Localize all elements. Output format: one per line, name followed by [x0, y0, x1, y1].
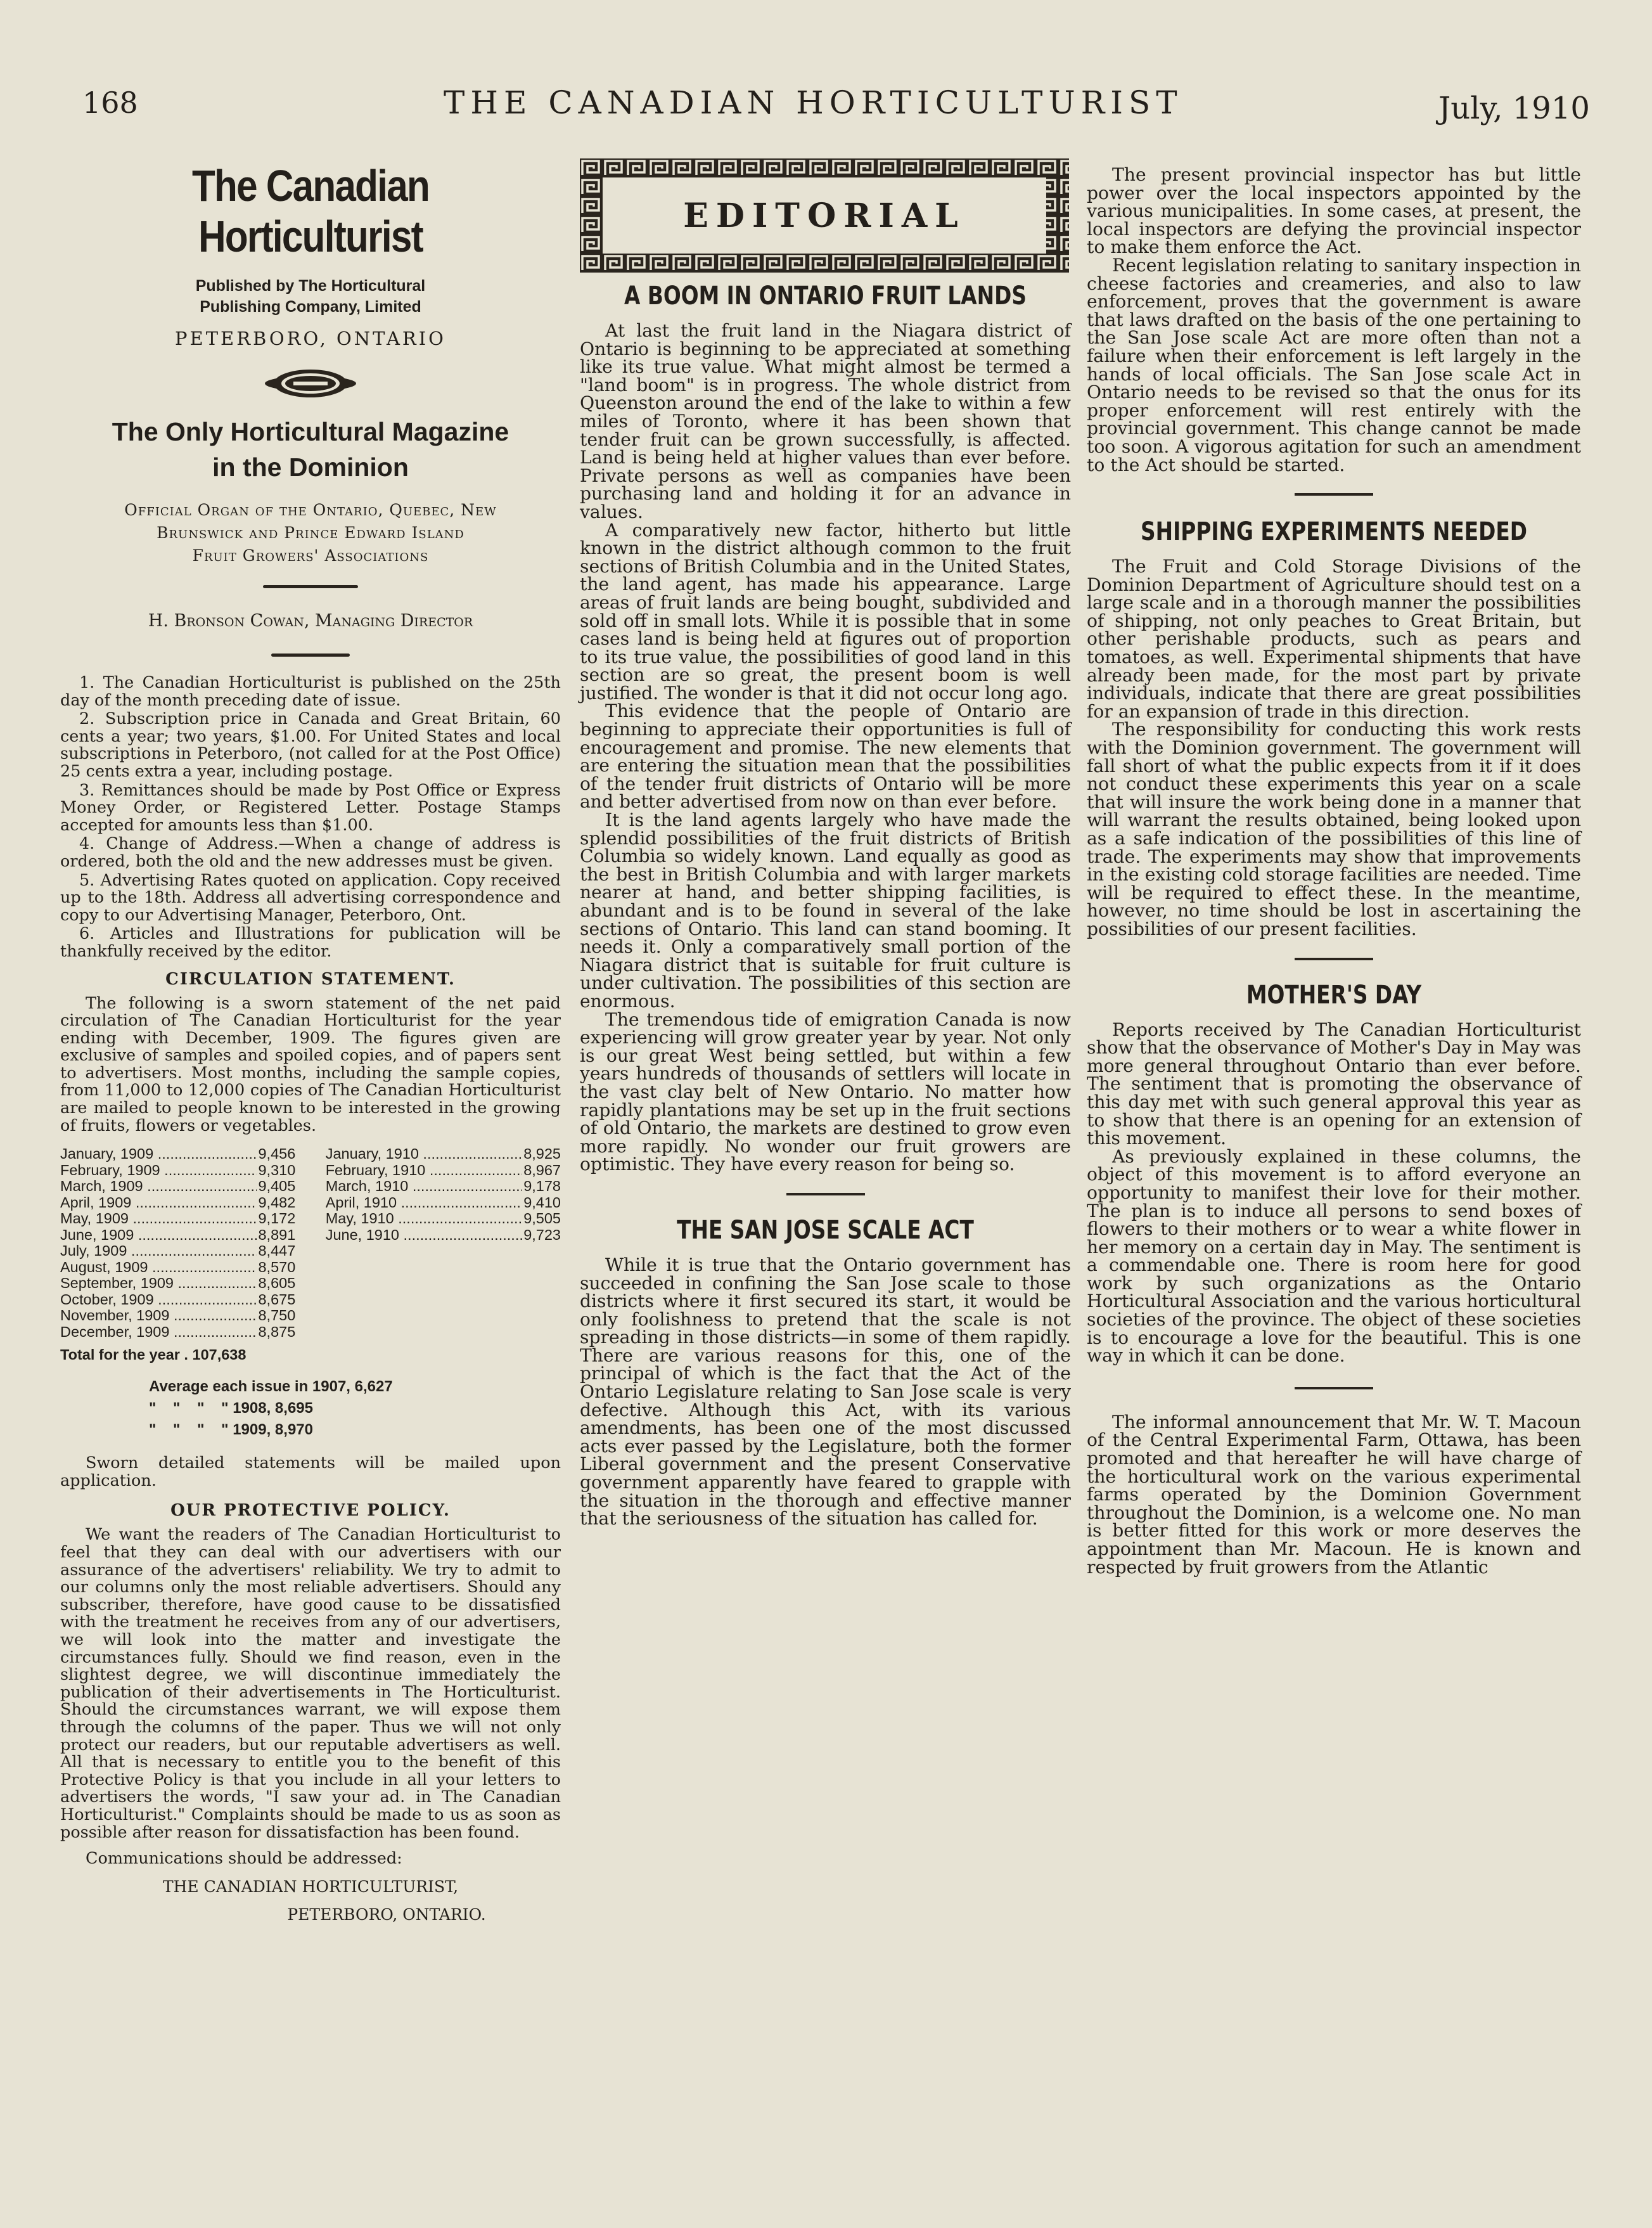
table-row — [60, 1259, 295, 1276]
month-value: 9,310 — [258, 1161, 296, 1178]
paragraph: This evidence that the people of Ontario are beginning to appreciate their opportunities is full of encouragement and promise. The new elements that are entering the situation mean that the possibilities of the tender fruit districts of Ontario will be more and better advertised from now on than ever before. — [580, 700, 1071, 813]
third-column — [1087, 166, 1581, 1576]
month-value: 8,925 — [523, 1145, 561, 1162]
policy-text: We want the readers of The Canadian Horticulturist to feel that they can deal with our advertisers with our assurance of the advertisers' reliability. We try to admit to our columns only the most reliable advertisers. Should any subscriber, therefore, have good cause to be dissatisfied with the treatment he receives from any of our advertisers, we will look into the matter and investigate the circumstances fully. Should we find reason, even in the slightest degree, we will discontinue immediately the publication of their advertisements in The Horticulturist. Should the circumstances warrant, we will expose them through the columns of the paper. Thus we will not only protect our readers, but our reputable advertisers as well. All that is necessary to entitle you to the benefit of this Protective Policy is that you include in all your letters to advertisers the words, "I saw your ad. in The Canadian Horticulturist." Complaints should be made to us as soon as possible after reason for dissatisfaction has been found. — [60, 1525, 561, 1842]
running-head — [0, 79, 1652, 136]
table-row — [326, 1178, 561, 1195]
paragraph: A comparatively new factor, hitherto but little known in the district although common to the fruit sections of British Columbia and in the United States, the land agent, has made his appearance. Large areas of fruit lands are being bought, subdivided and sold off in small lots. While it is possible that in some cases land is being held at figures out of proportion to its true value, the possibilities of good land in this section are so great, the present boom is well justified. The wonder is that it did not occur long ago. — [580, 519, 1071, 704]
notice-2: 2. Subscription price in Canada and Great Britain, 60 cents a year; two years, $1.00. For United States and local subscriptions in Peterboro, (not called for at the Post Office) 25 cents extra a year, including postage. — [60, 709, 561, 781]
divider — [786, 1193, 865, 1195]
month-label: January, 1909 ..... — [60, 1146, 257, 1162]
month-value: 8,570 — [258, 1258, 296, 1275]
paragraph: The responsibility for conducting this work rests with the Dominion government. The government will fall short of what the public expects from it if it does not conduct these experiments this year on a scale that will insure the work being done in a manner that will warrant the results obtained, being looked upon as a safe indication of the possibilities of this line of trade. The experiments may show that improvements in the existing cold storage facilities are needed. Time will be required to effect these. In the meantime, however, no time should be lost in ascertaining the possibilities of our present facilities. — [1087, 719, 1581, 939]
table-row — [326, 1162, 561, 1179]
tagline-line-2: in the Dominion — [212, 453, 409, 482]
notice-3: 3. Remittances should be made by Post Office or Express Money Order, or Registered Letter. Postage Stamps accepted for amounts less than $1.00. — [60, 780, 561, 835]
circulation-intro: The following is a sworn statement of the net paid circulation of The Canadian Horticulturist for the year ending with December, 1909. The figures given are exclusive of samples and spoiled copies, and of papers sent to advertisers. Most months, including the sample copies, from 11,000 to 12,000 copies of The Canadian Horticulturist are mailed to people known to be interested in the growing of fruits, flowers or vegetables. — [60, 993, 561, 1135]
article-boom — [580, 322, 1071, 1174]
article-shipping — [1087, 558, 1581, 938]
editorial-banner — [580, 158, 1069, 273]
circulation-table — [60, 1146, 561, 1340]
sworn-statement: Sworn detailed statements will be mailed upon application. — [60, 1453, 561, 1490]
divider — [1295, 493, 1373, 496]
table-row — [326, 1146, 561, 1162]
headline-boom: A BOOM IN ONTARIO FRUIT LANDS — [624, 281, 1027, 311]
month-value: 9,405 — [258, 1178, 296, 1195]
month-label: December, 1909 ..... — [60, 1324, 257, 1341]
month-value: 9,723 — [523, 1226, 561, 1243]
month-value: 8,675 — [258, 1291, 296, 1308]
notice-4: 4. Change of Address.—When a change of address is ordered, both the old and the new addresses must be given. — [60, 834, 561, 871]
month-label: July, 1909 ..... — [60, 1243, 257, 1259]
month-value: 9,410 — [523, 1194, 561, 1211]
paragraph: Reports received by The Canadian Horticulturist show that the observance of Mother's Day in May was more general throughout Ontario than ever before. The sentiment that is promoting the observance of this day met with such general approval this year as to show that there is an opening for an extension of this movement. — [1087, 1019, 1581, 1149]
table-row — [60, 1243, 295, 1259]
paragraph: Recent legislation relating to sanitary inspection in cheese factories and creameries, and also to law enforcement, proves that the government is aware that laws drafted on the basis of the one pertaining to the San Jose scale Act are more often than not a failure when their enforcement is left largely in the hands of local officials. The San Jose scale Act in Ontario needs to be revised so that the onus for its proper enforcement will rest entirely with the provincial government. This change cannot be made too soon. A vigorous agitation for such an amendment to the Act should be started. — [1087, 254, 1581, 475]
paragraph: The present provincial inspector has but little power over the local inspectors appointed by the various municipalities. In some cases, at present, the local inspectors are defying the provincial inspector to make them enforce the Act. — [1087, 164, 1581, 258]
article-san-jose — [580, 1256, 1071, 1528]
notices — [60, 674, 561, 961]
divider — [1295, 1387, 1373, 1389]
table-row — [60, 1162, 295, 1179]
organ-line-2: Brunswick and Prince Edward Island — [157, 524, 464, 542]
publisher-line-1: Published by The Horticultural — [195, 277, 426, 295]
policy-heading: OUR PROTECTIVE POLICY. — [170, 1501, 451, 1521]
average-1907: Average each issue in 1907, 6,627 — [149, 1378, 393, 1396]
notice-1: 1. The Canadian Horticulturist is published on the 25th day of the month preceding date of issue. — [60, 673, 561, 710]
circulation-1910 — [326, 1146, 561, 1340]
headline-san-jose: THE SAN JOSE SCALE ACT — [677, 1215, 974, 1245]
divider — [263, 585, 358, 588]
month-value: 8,605 — [258, 1275, 296, 1292]
month-label: March, 1910 ..... — [326, 1178, 522, 1195]
table-row — [326, 1227, 561, 1244]
masthead-title: The Canadian Horticulturist — [191, 161, 430, 261]
paragraph: It is the land agents largely who have made the splendid possibilities of the fruit districts of British Columbia so widely known. Land equally as good as the best in British Columbia and with larger markets nearer at hand, and better shipping facilities, is abundant and is to be found in several of the lake sections of Ontario. This land can stand booming. It needs it. Only a comparatively small portion of the Niagara district that is suitable for fruit culture is under cultivation. The possibilities of this section are enormous. — [580, 809, 1071, 1012]
mailing-address — [60, 1873, 561, 1929]
publisher-line-2: Publishing Company, Limited — [200, 298, 421, 316]
headline-shipping: SHIPPING EXPERIMENTS NEEDED — [1140, 517, 1527, 547]
month-value: 9,482 — [258, 1194, 296, 1211]
circulation-1909 — [60, 1146, 295, 1340]
table-row — [60, 1227, 295, 1244]
month-value: 9,505 — [523, 1210, 561, 1227]
month-label: June, 1909 ..... — [60, 1227, 257, 1244]
page-number: 168 — [82, 86, 138, 120]
article-mothers-day — [1087, 1021, 1581, 1365]
address-line-1: THE CANADIAN HORTICULTURIST, — [162, 1877, 459, 1896]
month-label: April, 1909 ..... — [60, 1195, 257, 1211]
average-1908: " " " " 1908, 8,695 — [149, 1400, 313, 1417]
table-row — [60, 1178, 295, 1195]
editorial-column — [580, 158, 1071, 1528]
month-label: October, 1909 ..... — [60, 1292, 257, 1308]
running-title: THE CANADIAN HORTICULTURIST — [444, 84, 1183, 121]
publication-place: PETERBORO, ONTARIO — [175, 328, 446, 349]
month-label: March, 1909 ..... — [60, 1178, 257, 1195]
month-value: 8,875 — [258, 1323, 296, 1340]
address-intro: Communications should be addressed: — [86, 1849, 402, 1869]
month-label: April, 1910 ..... — [326, 1195, 522, 1211]
issue-date: July, 1910 — [1438, 91, 1590, 126]
table-row — [60, 1308, 295, 1324]
month-label: May, 1909 ..... — [60, 1211, 257, 1227]
headline-mothers-day: MOTHER'S DAY — [1246, 980, 1422, 1010]
paragraph: While it is true that the Ontario government has succeeded in confining the San Jose scale to those districts where it first secured its start, it would be only foolishness to pretend that the scale is not spreading in those districts—in some of them rapidly. There are various reasons for this, one of the principal of which is the fact that the Act of the Ontario Legislature relating to San Jose scale is very defective. Although this Act, with its various amendments, has been one of the most discussed acts ever passed by the Legislature, both the former Liberal government and the present Conservative government apparently have feared to grapple with the situation in the thorough and effective manner that the seriousness of the situation has called for. — [580, 1254, 1071, 1529]
paragraph: The tremendous tide of emigration Canada is now experiencing will grow greater year by year. Not only is our great West being settled, but within a few years hundreds of thousands of settlers will locate in the vast clay belt of New Ontario. No matter how rapidly plantations may be set up in the fruit sections of old Ontario, the markets are destined to grow even more rapidly. No wonder our fruit growers are optimistic. They have every reason for being so. — [580, 1008, 1071, 1175]
average-1909: " " " " 1909, 8,970 — [149, 1421, 313, 1439]
article-macoun — [1087, 1413, 1581, 1576]
month-value: 8,891 — [258, 1226, 296, 1243]
table-row — [60, 1211, 295, 1227]
emblem-icon — [263, 366, 358, 401]
table-row — [60, 1292, 295, 1308]
circulation-heading: CIRCULATION STATEMENT. — [165, 969, 456, 989]
month-label: May, 1910 ..... — [326, 1211, 522, 1227]
address-line-2: PETERBORO, ONTARIO. — [287, 1905, 486, 1924]
month-label: June, 1910 ..... — [326, 1227, 522, 1244]
paragraph: The Fruit and Cold Storage Divisions of the Dominion Department of Agriculture should test on a large scale and in a thorough manner the possibilities of shipping, not only peaches to Great Britain, but other perishable products, such as pears and tomatoes, as well. Experimental shipments that have already been made, for the most part by private individuals, indicate that there are great possibilities for an expansion of trade in this direction. — [1087, 556, 1581, 722]
table-row — [60, 1146, 295, 1162]
month-label: February, 1909 ..... — [60, 1162, 257, 1179]
month-label: February, 1910 ..... — [326, 1162, 522, 1179]
month-label: November, 1909 ..... — [60, 1308, 257, 1324]
divider — [1295, 958, 1373, 960]
tagline-line-1: The Only Horticultural Magazine — [112, 417, 509, 446]
san-jose-continued — [1087, 166, 1581, 474]
paragraph: As previously explained in these columns, the object of this movement is to afford everyone an opportunity to manifest their love for their mother. The plan is to induce all persons to send boxes of flowers to their mothers or to wear a white flower in her memory on a certain day in May. The sentiment is a commendable one. There is room here for good work by such organizations as the Ontario Horticultural Association and the various horticultural societies of the province. The object of these societies is to encourage a love for the beautiful. This is one way in which it can be done. — [1087, 1145, 1581, 1367]
table-row — [60, 1275, 295, 1292]
managing-director: H. Bronson Cowan, Managing Director — [148, 611, 473, 631]
month-value: 9,456 — [258, 1145, 296, 1162]
month-label: August, 1909 ..... — [60, 1259, 257, 1276]
paragraph: The informal announcement that Mr. W. T. Macoun of the Central Experimental Farm, Ottawa, has been promoted and that hereafter he will have charge of the horticultural work on the various experimental farms operated by the Dominion Government throughout the Dominion, is a welcome one. No man is better fitted for this work or more deserves the appointment than Mr. Macoun. He is known and respected by fruit growers from the Atlantic — [1087, 1411, 1581, 1578]
table-row — [326, 1195, 561, 1211]
month-value: 9,172 — [258, 1210, 296, 1227]
table-row — [326, 1211, 561, 1227]
organ-line-1: Official Organ of the Ontario, Quebec, New — [124, 501, 497, 519]
organ-line-3: Fruit Growers' Associations — [192, 546, 429, 565]
month-value: 9,178 — [523, 1178, 561, 1195]
notice-5: 5. Advertising Rates quoted on application. Copy received up to the 18th. Address all advertising correspondence and copy to our Advertising Manager, Peterboro, Ont. — [60, 870, 561, 925]
month-label: September, 1909 ..... — [60, 1275, 257, 1292]
paragraph: At last the fruit land in the Niagara district of Ontario is beginning to be appreciated at something like its true value. What might almost be termed a "land boom" is in progress. The whole district from Queenston around the end of the lake to within a few miles of Toronto, where it has been shown that tender fruit can be grown successfully, is affected. Land is being held at higher values than ever before. Private persons as well as companies have been purchasing land and holding it for an advance in values. — [580, 320, 1071, 522]
circulation-total: Total for the year . 107,638 — [60, 1346, 247, 1363]
table-row — [60, 1195, 295, 1211]
month-value: 8,750 — [258, 1307, 296, 1324]
masthead-column — [60, 149, 561, 1929]
divider — [271, 654, 350, 657]
official-organ — [60, 499, 561, 567]
editorial-label: EDITORIAL — [683, 196, 966, 235]
table-row — [60, 1324, 295, 1341]
average-issue — [60, 1376, 561, 1441]
month-label: January, 1910 ..... — [326, 1146, 522, 1162]
month-value: 8,447 — [258, 1242, 296, 1259]
notice-6: 6. Articles and Illustrations for publication will be thankfully received by the editor. — [60, 924, 561, 961]
month-value: 8,967 — [523, 1161, 561, 1178]
